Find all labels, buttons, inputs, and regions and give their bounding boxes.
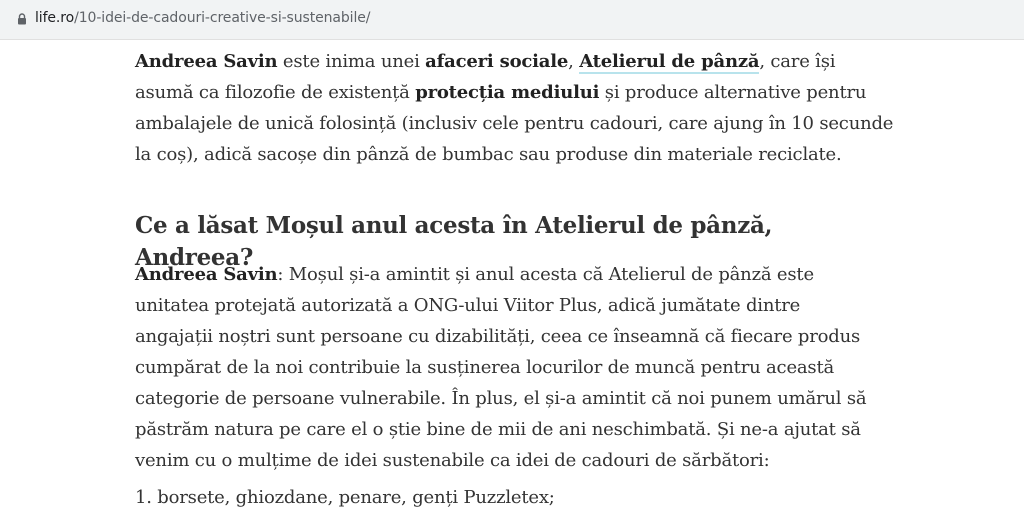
lock-icon[interactable] xyxy=(17,13,27,25)
answer-paragraph xyxy=(135,259,870,476)
intro-text-1: este inima unei xyxy=(277,51,426,72)
url-text[interactable] xyxy=(35,10,370,26)
author-name: Andreea Savin xyxy=(135,51,278,72)
intro-text-3: , care își asumă ca filozofie de existență xyxy=(135,51,836,103)
answer-author-name: Andreea Savin xyxy=(135,264,278,285)
atelier-de-panza-link[interactable]: Atelierul de pânză xyxy=(579,51,760,72)
intro-paragraph xyxy=(135,46,895,170)
intro-text-4: și produce alternative pentru ambalajele de unică folosință (inclusiv cele pentru cadouri, care ajung în 10 secunde la coș), adică sacoșe din pânză de bumbac sau produse din materiale reciclate. xyxy=(135,82,894,165)
article-content xyxy=(135,46,895,508)
answer-text: : Moșul și-a amintit și anul acesta că Atelierul de pânză este unitatea protejată autorizată a ONG-ului Viitor Plus, adică jumătate dintre angajații noștri sunt persoane cu dizabilități, ceea ce înseamnă că fiecare produs cumpărat de la noi contribuie la susținerea locurilor de muncă pentru această categorie de persoane vulnerabile. În plus, el și-a amintit că noi punem umărul să păstrăm natura pe care el o știe bine de mii de ani neschimbată. Și ne-a ajutat să venim cu o mulțime de idei sustenabile ca idei de cadouri de sărbători: xyxy=(135,264,867,471)
url-path: /10-idei-de-cadouri-creative-si-sustenabile/ xyxy=(74,10,371,26)
address-bar[interactable] xyxy=(0,0,1024,40)
list-item: 1. borsete, ghiozdane, penare, genți Puzzletex; xyxy=(135,487,555,508)
url-domain: life.ro xyxy=(35,10,75,26)
afaceri-sociale-bold: afaceri sociale xyxy=(425,51,569,72)
protectia-mediului-bold: protecția mediului xyxy=(415,82,600,103)
intro-text-2: , xyxy=(568,51,580,72)
section-heading: Ce a lăsat Moșul anul acesta în Atelierul de pânză, Andreea? xyxy=(135,212,773,271)
